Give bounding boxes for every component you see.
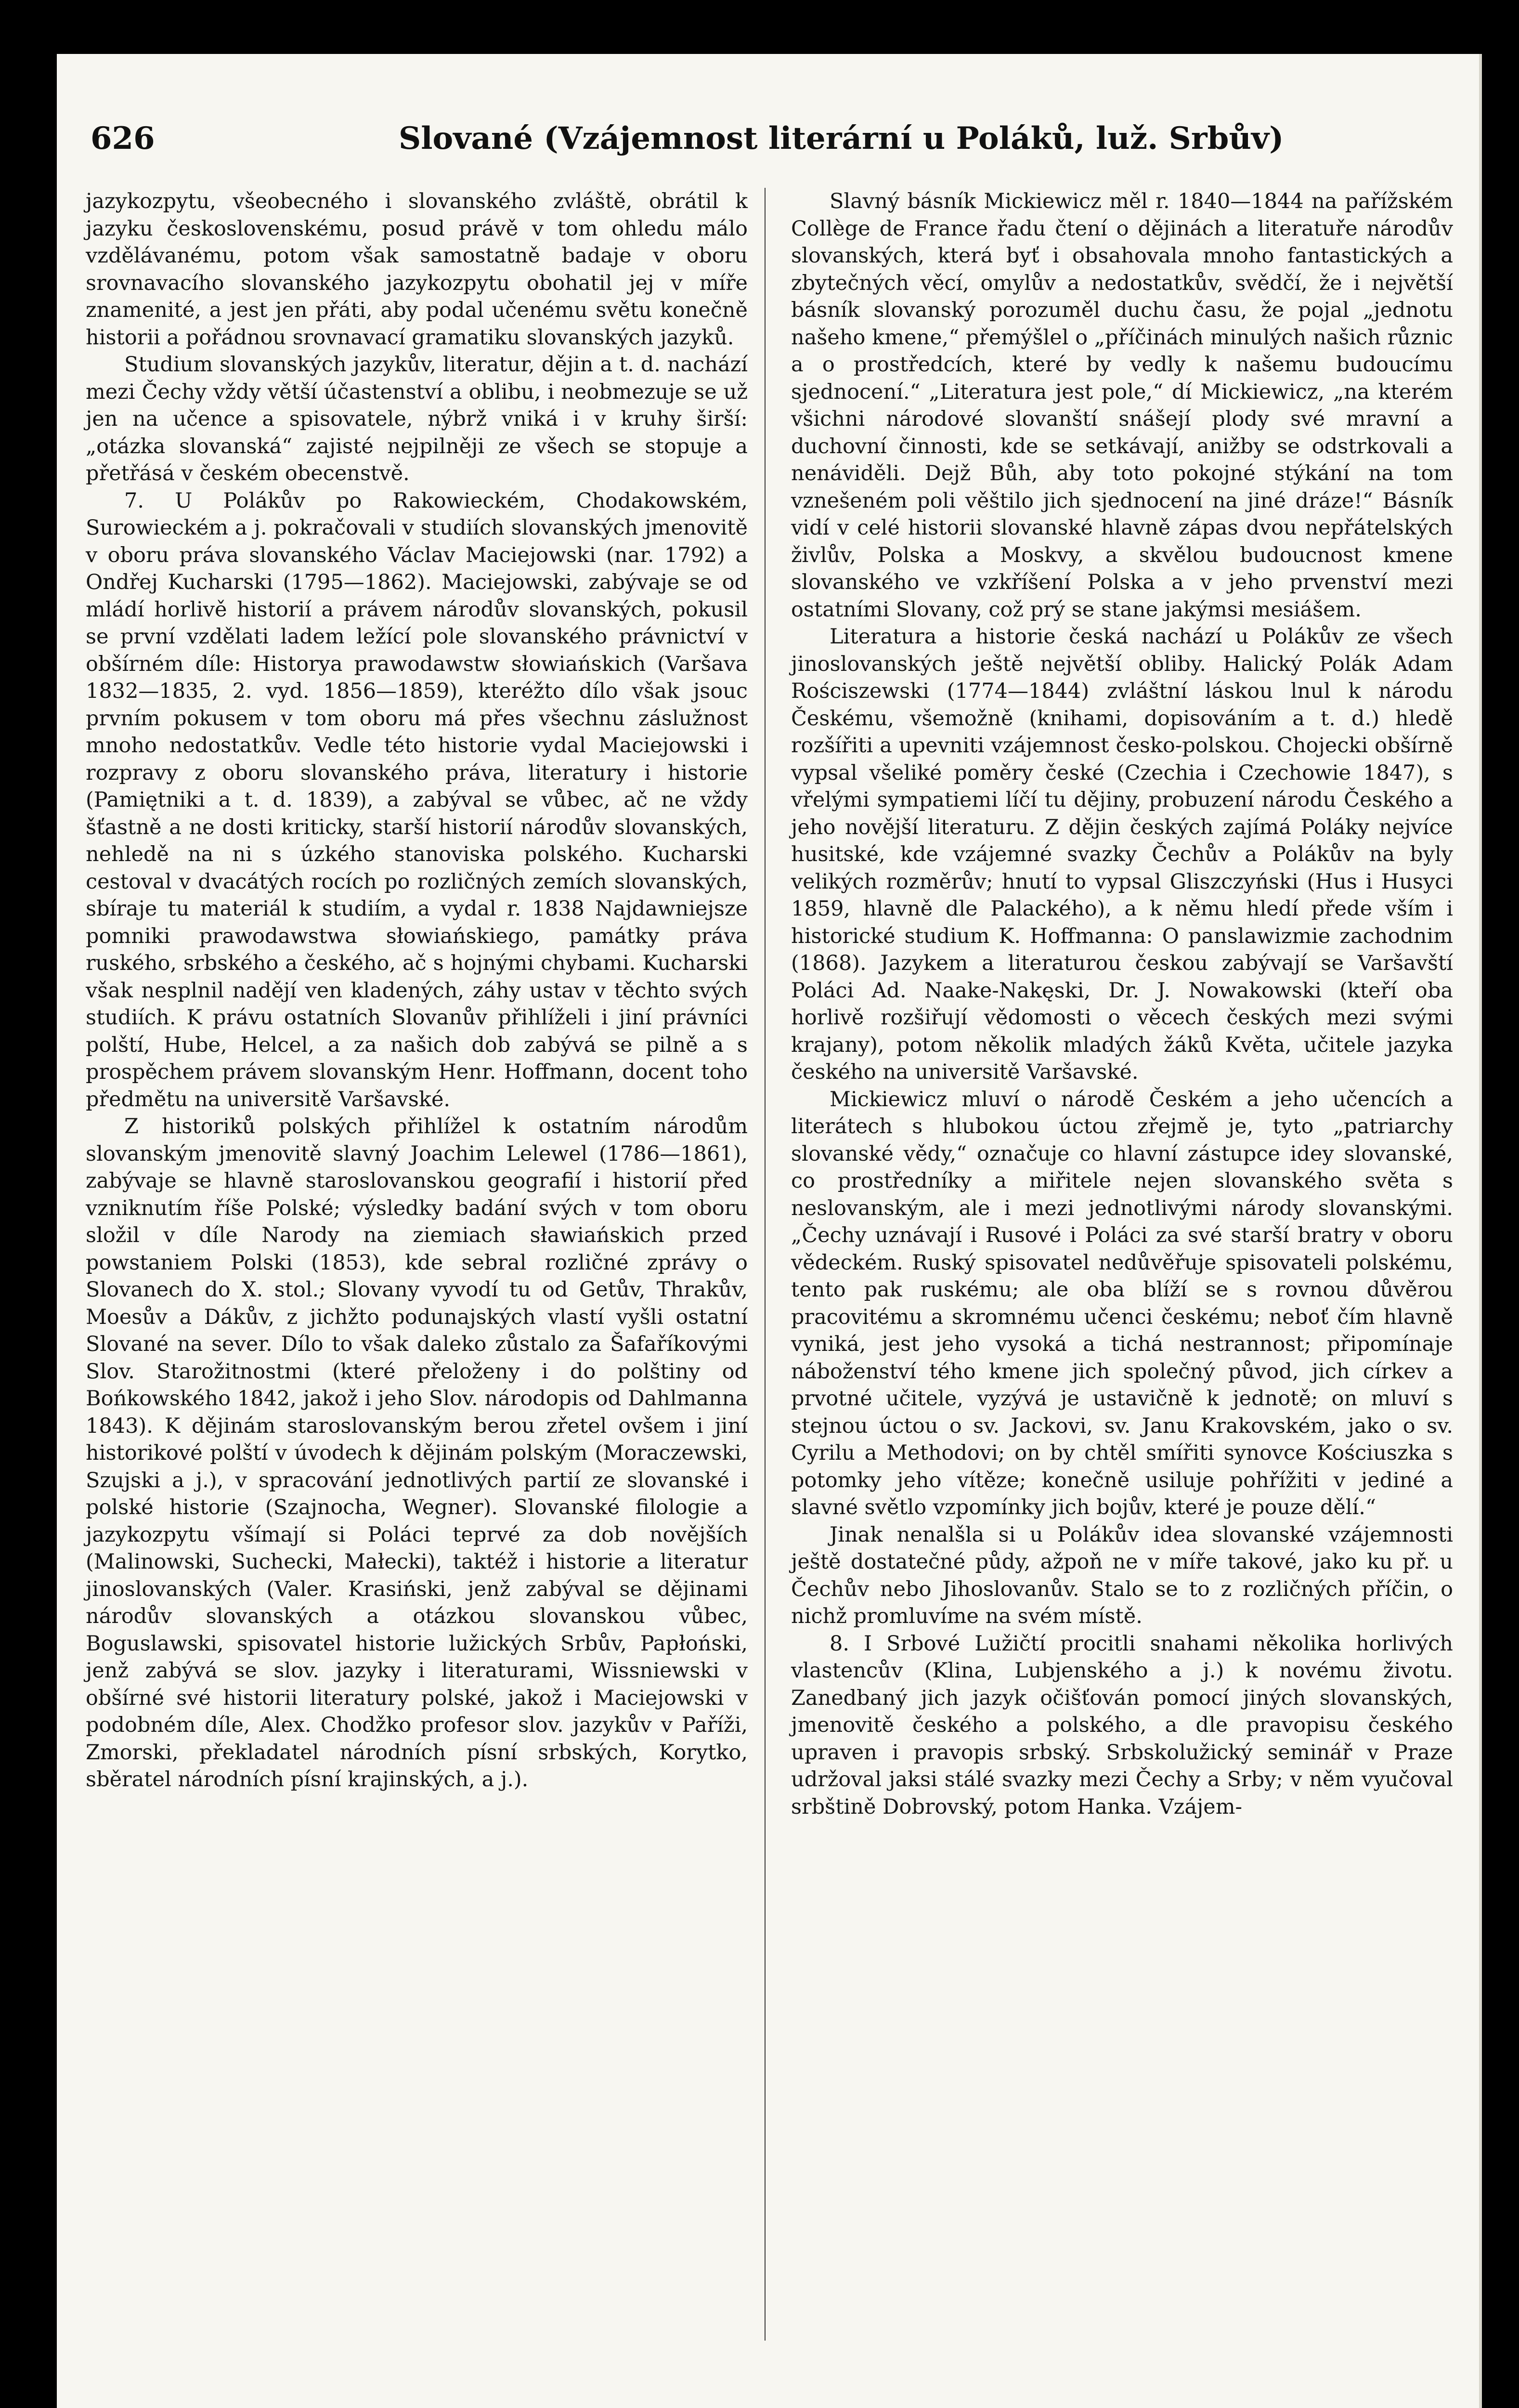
paragraph: Z historiků polských přihlížel k ostatním národům slovanským jmenovitě slavný Joachim Lelewel (1786—1861), zabývaje se hlavně staroslovanskou geografií i historií před vzniknutím říše Polské; výsledky badání svých v tom oboru složil v díle Narody na ziemiach sławiańskich przed powstaniem Polski (1853), kde sebral rozličné zprávy o Slovanech do X. stol.; Slovany vyvodí tu od Getův, Thrakův, Moesův a Dákův, z jichžto podunajských vlastí vyšli ostatní Slované na sever. Dílo to však daleko zůstalo za Šafaříkovými Slov. Starožitnostmi (které přeloženy i do polštiny od Bońkowského 1842, jakož i jeho Slov. národopis od Dahlmanna 1843). K dějinám staroslovanským berou zřetel ovšem i jiní historikové polští v úvodech k dějinám polským (Moraczewski, Szujski a j.), v spracování jednotlivých partií ze slovanské i polské historie (Szajnocha, Wegner). Slovanské filologie a jazykozpytu všímají si Poláci teprvé za dob novějších (Malinowski, Suchecki, Małecki), taktéž i historie a literatur jinoslovanských (Valer. Krasiński, jenž zabýval se dějinami národův slovanských a otázkou slovanskou vůbec, Boguslawski, spisovatel historie lužických Srbův, Papłoński, jenž zabývá se slov. jazyky i literaturami, Wissniewski v obšírné své historii literatury polské, jakož i Maciejowski v podobném díle, Alex. Chodžko profesor slov. jazykův v Paříži, Zmorski, překladatel národních písní srbských, Korytko, sběratel národních písní krajinských, a j.). (86, 1114, 748, 1792)
page-header (91, 120, 1448, 159)
running-head: Slované (Vzájemnost literární u Poláků, luž. Srbův) (399, 120, 1284, 157)
scanned-page (57, 54, 1482, 2408)
paragraph: Studium slovanských jazykův, literatur, dějin a t. d. nachází mezi Čechy vždy větší účastenství a oblibu, i neobmezuje se už jen na učence a spisovatele, nýbrž vniká i v kruhy širší: „otázka slovanská“ zajisté nejpilněji ze všech se stopuje a přetřásá v českém obecenstvě. (86, 353, 748, 485)
paragraph: Mickiewicz mluví o národě Českém a jeho učencích a literátech s hlubokou úctou zřejmě je, tyto „patriarchy slovanské vědy,“ označuje co hlavní zástupce idey slovanské, co prostředníky a miřitele nejen slovanského světa s neslovanským, ale i mezi jednotlivými národy slovanskými. „Čechy uznávají i Rusové i Poláci za své starší bratry v oboru vědeckém. Ruský spisovatel nedůvěřuje spisovateli polskému, tento pak ruskému; ale oba blíží se s rovnou důvěrou pracovitému a skromnému učenci českému; neboť čím hlavně vyniká, jest jeho vysoká a tichá nestrannost; připomínaje náboženství tého kmene jich společný původ, jich církev a prvotné učitele, vyzývá je ustavičně k jednotě; on mluví s stejnou úctou o sv. Jackovi, sv. Janu Krakovském, jako o sv. Cyrilu a Methodovi; on by chtěl smířiti synovce Kościuszka s potomky jeho vítěze; konečně usiluje pohřížiti v jediné a slavné světlo vzpomínky jich bojův, které je pouze dělí.“ (791, 1087, 1453, 1519)
paragraph: Literatura a historie česká nachází u Polákův ze všech jinoslovanských ještě největší obliby. Halický Polák Adam Rościszewski (1774—1844) zvláštní láskou lnul k národu Českému, všemožně (knihami, dopisováním a t. d.) hledě rozšířiti a upevniti vzájemnost česko-polskou. Chojecki obšírně vypsal všeliké poměry české (Czechia i Czechowie 1847), s vřelými sympatiemi líčí tu dějiny, probuzení národu Českého a jeho novější literaturu. Z dějin českých zajímá Poláky nejvíce husitské, kde vzájemné svazky Čechův a Polákův na byly velikých rozměrův; hnutí to vypsal Gliszczyński (Hus i Husyci 1859, hlavně dle Palackého), a k němu hledí přede vším i historické studium K. Hoffmanna: O panslawizmie zachodnim (1868). Jazykem a literaturou českou zabývají se Varšavští Poláci Ad. Naake-Nakęski, Dr. J. Nowakowski (kteří oba horlivě rozšiřují vědomosti o věcech českých mezi svými krajany), potom několik mladých žáků Květa, učitele jazyka českého na universitě Varšavské. (791, 625, 1453, 1084)
right-column (791, 188, 1453, 1820)
left-column (86, 188, 748, 1793)
paragraph: 8. I Srbové Lužičtí procitli snahami několika horlivých vlastencův (Klina, Lubjenského a j.) k novému životu. Zanedbaný jich jazyk očišťován pomocí jiných slovanských, jmenovitě českého a polského, a dle pravopisu českého upraven i pravopis srbský. Srbskolužický seminář v Praze udržoval jaksi stálé svazky mezi Čechy a Srby; v něm vyučoval srbštině Dobrovský, potom Hanka. Vzájem- (791, 1631, 1453, 1819)
paragraph: 7. U Polákův po Rakowieckém, Chodakowském, Surowieckém a j. pokračovali v studiích slovanských jmenovitě v oboru práva slovanského Václav Maciejowski (nar. 1792) a Ondřej Kucharski (1795—1862). Maciejowski, zabývaje se od mládí horlivě historií a právem národův slovanských, pokusil se první vzdělati ladem ležící pole slovanského právnictví v obšírném díle: Historya prawodawstw słowiańskich (Varšava 1832—1835, 2. vyd. 1856—1859), kteréžto dílo však jsouc prvním pokusem v tom oboru má přes všechnu záslužnost mnoho nedostatkův. Vedle této historie vydal Maciejowski i rozpravy z oboru slovanského práva, literatury i historie (Pamiętniki a t. d. 1839), a zabýval se vůbec, ač ne vždy šťastně a ne dosti kriticky, starší historií národův slovanských, nehledě na ni s úzkého stanoviska polského. Kucharski cestoval v dvacátých rocích po rozličných zemích slovanských, sbíraje tu materiál k studiím, a vydal r. 1838 Najdawniejsze pomniki prawodawstwa słowiańskiego, památky práva ruského, srbského a českého, ač s hojnými chybami. Kucharski však nesplnil nadějí ven kladených, záhy ustav v těchto svých studiích. K právu ostatních Slovanův přihlíželi i jiní právníci polští, Hube, Helcel, a za našich dob zabývá se pilně a s prospěchem právem slovanským Henr. Hoffmann, docent toho předmětu na universitě Varšavské. (86, 488, 748, 1112)
column-divider (765, 188, 766, 2341)
paragraph: Slavný básník Mickiewicz měl r. 1840—1844 na pařížském Collège de France řadu čtení o dějinách a literatuře národův slovanských, která byť i obsahovala mnoho fantastických a zbytečných věcí, omylův a nedostatkův, svědčí, že i největší básník slovanský porozuměl duchu času, že pojal „jednotu našeho kmene,“ přemýšlel o „příčinách minulých našich různic a o prostředcích, které by vedly k našemu budoucímu sjednocení.“ „Literatura jest pole,“ dí Mickiewicz, „na kterém všichni národové slovanští snášejí plody své mravní a duchovní činnosti, kde se setkávají, anižby se odstrkovali a nenáviděli. Dejž Bůh, aby toto pokojné stýkání na tom vznešeném poli věštilo jich sjednocení na jiné dráze!“ Básník vidí v celé historii slovanské hlavně zápas dvou nepřátelských živlův, Polska a Moskvy, a skvělou budoucnost kmene slovanského ve vzkříšení Polska a v jeho prvenství mezi ostatními Slovany, což prý se stane jakýmsi mesiášem. (791, 189, 1453, 622)
paragraph: Jinak nenalšla si u Polákův idea slovanské vzájemnosti ještě dostatečné půdy, ažpoň ne v míře takové, jako ku př. u Čechův nebo Jihoslovanův. Stalo se to z rozličných příčin, o nichž promluvíme na svém místě. (791, 1522, 1453, 1628)
page-number: 626 (91, 120, 155, 157)
page-edge (1479, 54, 1482, 2408)
paragraph: jazykozpytu, všeobecného i slovanského zvláště, obrátil k jazyku československému, posud právě v tom ohledu málo vzdělávanému, potom však samostatně badaje v oboru srovnavacího slovanského jazykozpytu obohatil jej v míře znamenité, a jest jen přáti, aby podal učenému světu konečně historii a pořádnou srovnavací gramatiku slovanských jazyků. (86, 189, 748, 350)
